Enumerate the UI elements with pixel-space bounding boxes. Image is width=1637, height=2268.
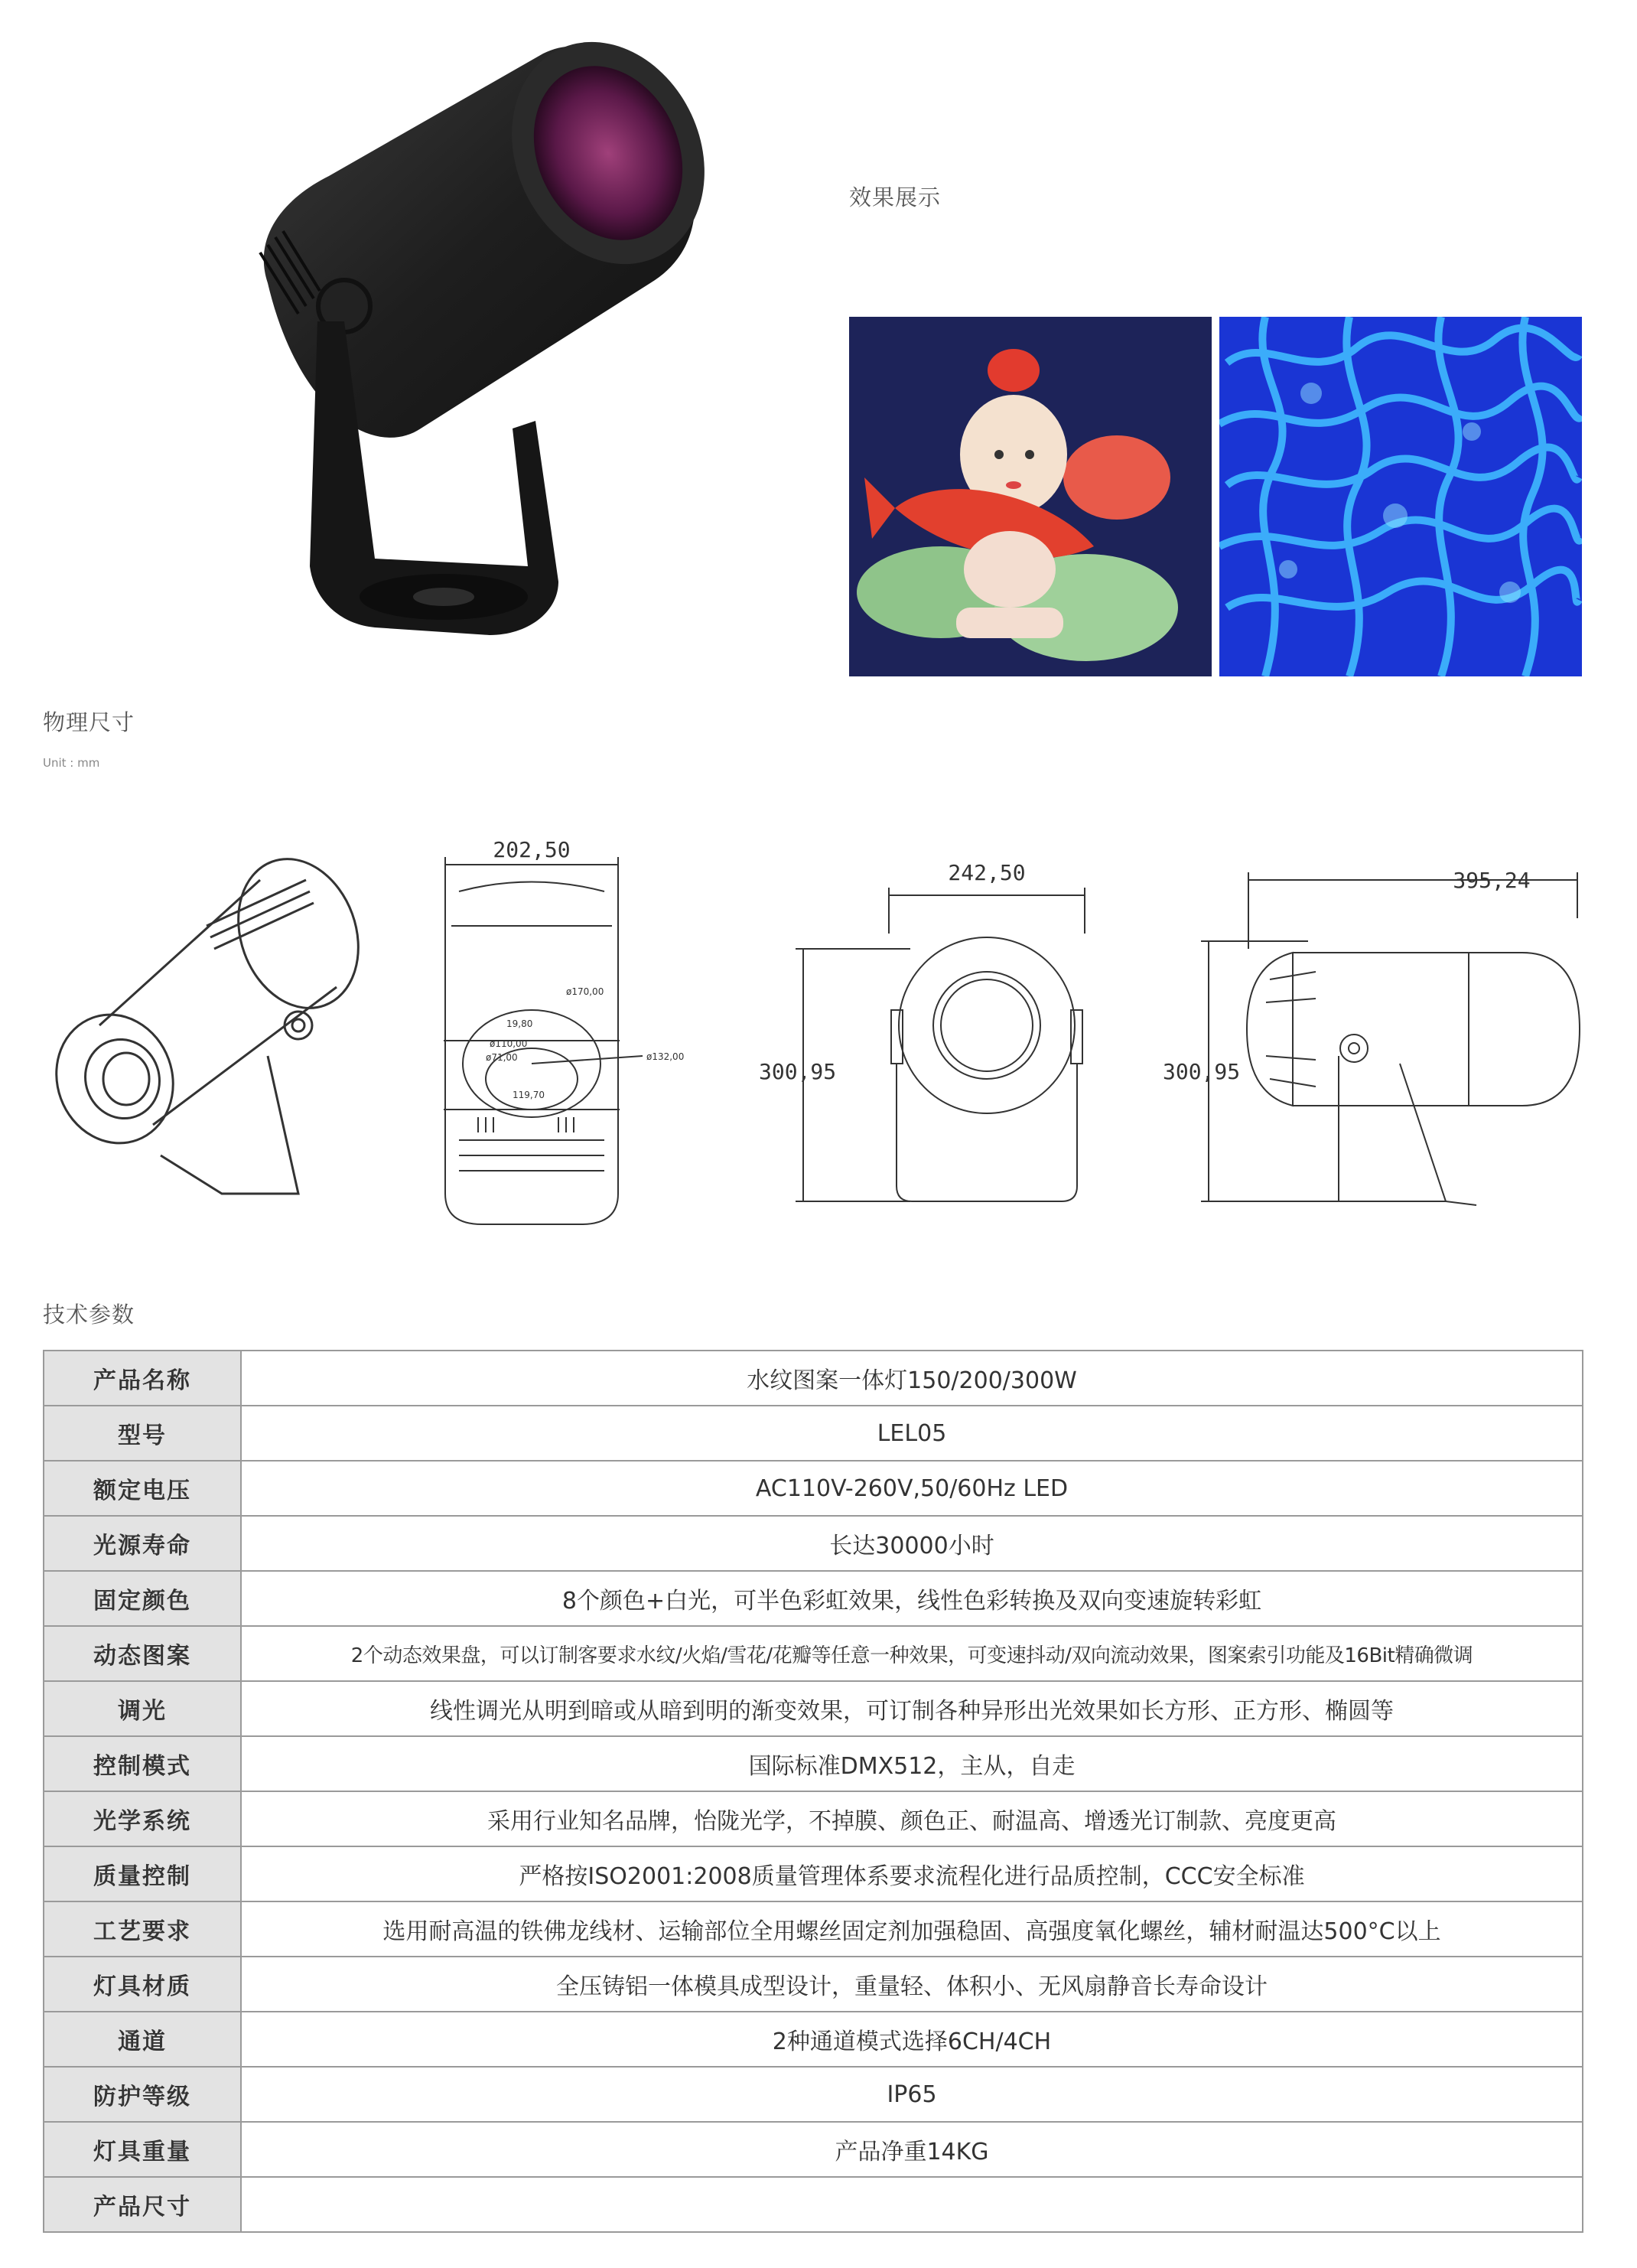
spec-key: 光学系统 bbox=[44, 1791, 241, 1846]
spec-key: 通道 bbox=[44, 2012, 241, 2067]
spec-key: 调光 bbox=[44, 1681, 241, 1736]
spec-key: 光源寿命 bbox=[44, 1516, 241, 1571]
spec-value bbox=[241, 2177, 1583, 2232]
table-row bbox=[44, 2122, 1583, 2177]
spec-key: 工艺要求 bbox=[44, 1901, 241, 1957]
product-photo bbox=[222, 31, 727, 643]
spec-key: 灯具重量 bbox=[44, 2122, 241, 2177]
side-view-drawing bbox=[757, 834, 1140, 1232]
spec-key: 固定颜色 bbox=[44, 1571, 241, 1626]
spec-value: 严格按ISO2001:2008质量管理体系要求流程化进行品质控制，CCC安全标准 bbox=[241, 1846, 1583, 1901]
spec-key: 灯具材质 bbox=[44, 1957, 241, 2012]
table-row bbox=[44, 1516, 1583, 1571]
isometric-drawing bbox=[38, 834, 367, 1201]
unit-label: Unit : mm bbox=[43, 756, 100, 770]
dim-front-width: 202,50 bbox=[493, 837, 571, 862]
tech-params-title: 技术参数 bbox=[43, 1302, 135, 1328]
spec-key: 产品名称 bbox=[44, 1351, 241, 1406]
spec-value: 国际标准DMX512，主从，自走 bbox=[241, 1736, 1583, 1791]
spec-value: AC110V-260V,50/60Hz LED bbox=[241, 1461, 1583, 1516]
spec-value: 2个动态效果盘，可以订制客要求水纹/火焰/雪花/花瓣等任意一种效果，可变速抖动/双向流动效果，图案索引功能及16Bit精确微调 bbox=[241, 1626, 1583, 1681]
spec-value: 产品净重14KG bbox=[241, 2122, 1583, 2177]
spec-value: 长达30000小时 bbox=[241, 1516, 1583, 1571]
effect-title: 效果展示 bbox=[849, 184, 942, 210]
spec-value: 采用行业知名品牌，怡陇光学，不掉膜、颜色正、耐温高、增透光订制款、亮度更高 bbox=[241, 1791, 1583, 1846]
spec-value: 线性调光从明到暗或从暗到明的渐变效果，可订制各种异形出光效果如长方形、正方形、椭圆等 bbox=[241, 1681, 1583, 1736]
table-row bbox=[44, 1846, 1583, 1901]
table-row bbox=[44, 2177, 1583, 2232]
spec-value: IP65 bbox=[241, 2067, 1583, 2122]
dim-d71: ø71,00 bbox=[486, 1052, 518, 1063]
spec-value: 8个颜色+白光，可半色彩虹效果，线性色彩转换及双向变速旋转彩虹 bbox=[241, 1571, 1583, 1626]
table-row bbox=[44, 1791, 1583, 1846]
spec-value: LEL05 bbox=[241, 1406, 1583, 1461]
spec-value: 全压铸铝一体模具成型设计，重量轻、体积小、无风扇静音长寿命设计 bbox=[241, 1957, 1583, 2012]
table-row bbox=[44, 1406, 1583, 1461]
spec-key: 产品尺寸 bbox=[44, 2177, 241, 2232]
table-row bbox=[44, 1461, 1583, 1516]
table-row bbox=[44, 1571, 1583, 1626]
spec-key: 动态图案 bbox=[44, 1626, 241, 1681]
dim-side-width: 242,50 bbox=[948, 860, 1026, 885]
dim-side-height: 300,95 bbox=[759, 1059, 837, 1084]
spec-key: 防护等级 bbox=[44, 2067, 241, 2122]
table-row bbox=[44, 1681, 1583, 1736]
dim-r19: 19,80 bbox=[506, 1018, 533, 1029]
physical-size-title: 物理尺寸 bbox=[43, 709, 135, 735]
table-row bbox=[44, 1351, 1583, 1406]
table-row bbox=[44, 1957, 1583, 2012]
effect-image-child-fish bbox=[849, 317, 1212, 676]
table-row bbox=[44, 2012, 1583, 2067]
table-row bbox=[44, 2067, 1583, 2122]
spec-value: 2种通道模式选择6CH/4CH bbox=[241, 2012, 1583, 2067]
front-view-drawing bbox=[413, 834, 719, 1247]
table-row bbox=[44, 1736, 1583, 1791]
dim-d170: ø170,00 bbox=[566, 986, 604, 997]
dim-d132: ø132,00 bbox=[646, 1051, 685, 1062]
spec-value: 水纹图案一体灯150/200/300W bbox=[241, 1351, 1583, 1406]
length-view-drawing bbox=[1155, 834, 1583, 1232]
spec-key: 型号 bbox=[44, 1406, 241, 1461]
dim-length: 395,24 bbox=[1453, 868, 1531, 893]
dim-length-height: 300,95 bbox=[1163, 1059, 1241, 1084]
dim-d110: ø110,00 bbox=[490, 1038, 528, 1049]
effect-image-water-ripple bbox=[1219, 317, 1582, 676]
spec-table bbox=[43, 1350, 1583, 2233]
spec-key: 控制模式 bbox=[44, 1736, 241, 1791]
table-row bbox=[44, 1626, 1583, 1681]
spec-value: 选用耐高温的铁佛龙线材、运输部位全用螺丝固定剂加强稳固、高强度氧化螺丝，辅材耐温达500°C以上 bbox=[241, 1901, 1583, 1957]
spec-key: 质量控制 bbox=[44, 1846, 241, 1901]
dim-w119: 119,70 bbox=[513, 1090, 545, 1100]
spec-key: 额定电压 bbox=[44, 1461, 241, 1516]
table-row bbox=[44, 1901, 1583, 1957]
